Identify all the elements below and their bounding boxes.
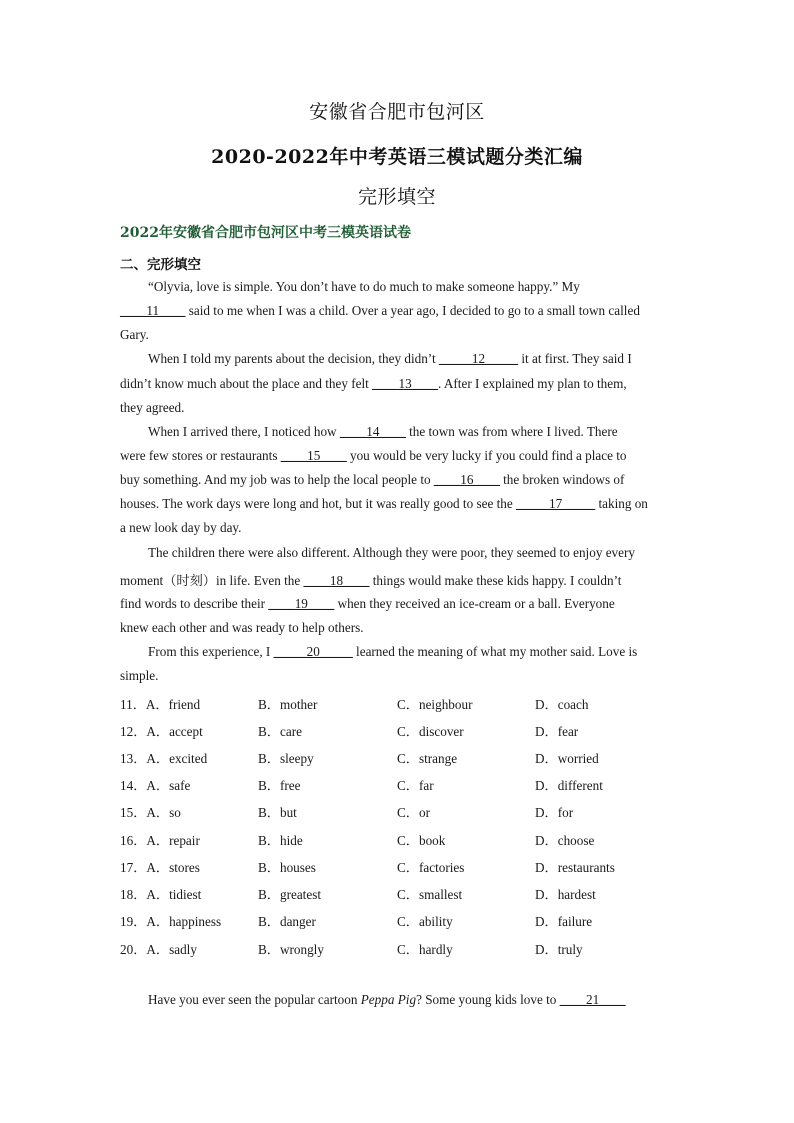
option-text: B．care: [258, 724, 302, 739]
option-text: D．worried: [535, 751, 599, 766]
option-text: C．ability: [397, 914, 453, 929]
option-c: [397, 911, 453, 930]
option-text: C．book: [397, 833, 446, 848]
option-text: A．excited: [146, 751, 208, 766]
blank: _____12_____: [438, 351, 519, 366]
option-a: [120, 775, 190, 794]
passage-line: The children there were also different. Although they were poor, they seemed to enjoy every: [148, 545, 635, 560]
blank: ____21____: [559, 992, 626, 1007]
passage-line: didn’t know much about the place and they felt ____13____. After I explained my plan to them,: [120, 376, 627, 391]
option-d: [535, 775, 603, 794]
blank: ____18____: [303, 573, 370, 588]
option-c: [397, 775, 434, 794]
option-d: [535, 721, 578, 740]
option-text: A．repair: [146, 833, 200, 848]
option-text: C．smallest: [397, 887, 463, 902]
option-text: D．restaurants: [535, 860, 615, 875]
option-b: [258, 775, 300, 794]
option-text: A．accept: [146, 724, 203, 739]
passage-line: were few stores or restaurants ____15____ you would be very lucky if you could find a place to: [120, 448, 627, 463]
option-text: C．strange: [397, 751, 458, 766]
next-passage-line: Have you ever seen the popular cartoon Peppa Pig? Some young kids love to ____21____: [148, 992, 626, 1007]
option-text: C．discover: [397, 724, 464, 739]
option-b: [258, 802, 297, 821]
option-a: [120, 857, 200, 876]
option-c: [397, 857, 464, 876]
option-text: A．sadly: [146, 942, 197, 957]
option-c: [397, 830, 445, 849]
part-title: 二、完形填空: [120, 257, 201, 273]
option-a: [120, 830, 200, 849]
option-c: [397, 694, 472, 713]
cartoon-title: Peppa Pig: [360, 992, 417, 1007]
option-text: A．so: [146, 805, 181, 820]
question-number: 16．: [120, 833, 147, 848]
blank: ____13____: [372, 376, 439, 391]
option-text: B．mother: [258, 697, 318, 712]
option-c: [397, 884, 462, 903]
question-number: 19．: [120, 914, 147, 929]
passage-line: find words to describe their ____19____ when they received an ice-cream or a ball. Everyone: [120, 596, 615, 611]
option-text: C．factories: [397, 860, 465, 875]
passage-line: ____11____ said to me when I was a child. Over a year ago, I decided to go to a small town called: [120, 303, 640, 318]
question-number: 13．: [120, 751, 147, 766]
option-a: [120, 748, 207, 767]
option-d: [535, 911, 592, 930]
passage-line: they agreed.: [120, 400, 185, 415]
question-number: 18．: [120, 887, 147, 902]
option-text: C．far: [397, 778, 434, 793]
question-number: 14．: [120, 778, 147, 793]
option-a: [120, 802, 181, 821]
option-text: D．truly: [535, 942, 583, 957]
passage-line: buy something. And my job was to help the local people to ____16____ the broken windows of: [120, 472, 625, 487]
passage-line: houses. The work days were long and hot, but it was really good to see the _____17_____ taking on: [120, 496, 648, 511]
option-d: [535, 857, 615, 876]
option-text: A．friend: [145, 697, 201, 712]
option-text: B．greatest: [258, 887, 321, 902]
passage-line: knew each other and was ready to help others.: [120, 620, 364, 635]
blank: _____20_____: [273, 644, 353, 659]
option-text: C．neighbour: [397, 697, 473, 712]
option-d: [535, 830, 594, 849]
passage-line: Gary.: [120, 327, 149, 342]
option-a: [120, 911, 221, 930]
option-text: B．sleepy: [258, 751, 314, 766]
option-text: D．for: [535, 805, 574, 820]
option-b: [258, 748, 314, 767]
option-c: [397, 748, 457, 767]
doc-title-main: 2020-2022年中考英语三模试题分类汇编: [211, 146, 583, 168]
option-text: B．hide: [258, 833, 303, 848]
passage-line: moment（时刻）in life. Even the ____18____ things would make these kids happy. I couldn’t: [120, 573, 622, 588]
blank: ____11____: [120, 303, 186, 318]
option-text: A．happiness: [146, 914, 222, 929]
option-b: [258, 939, 324, 958]
option-b: [258, 884, 321, 903]
option-d: [535, 748, 599, 767]
option-c: [397, 802, 430, 821]
question-number: 12．: [120, 724, 147, 739]
option-d: [535, 802, 573, 821]
option-text: D．hardest: [535, 887, 596, 902]
option-d: [535, 884, 596, 903]
option-b: [258, 911, 316, 930]
blank: ____19____: [268, 596, 335, 611]
option-text: D．coach: [535, 697, 589, 712]
option-text: C．or: [397, 805, 430, 820]
question-number: 11．: [120, 697, 146, 712]
option-a: [120, 939, 197, 958]
blank: _____17_____: [516, 496, 596, 511]
question-number: 15．: [120, 805, 147, 820]
question-number: 20．: [120, 942, 147, 957]
option-text: B．danger: [258, 914, 316, 929]
passage-line: simple.: [120, 668, 159, 683]
doc-title-topic: 完形填空: [357, 186, 436, 208]
question-number: 17．: [120, 860, 147, 875]
doc-title-region: 安徽省合肥市包河区: [309, 101, 485, 123]
option-a: [120, 721, 203, 740]
option-a: [120, 884, 201, 903]
option-text: B．houses: [258, 860, 316, 875]
option-c: [397, 721, 464, 740]
option-d: [535, 939, 583, 958]
option-c: [397, 939, 453, 958]
blank: ____16____: [433, 472, 500, 487]
option-text: D．choose: [535, 833, 595, 848]
option-text: D．different: [535, 778, 603, 793]
option-b: [258, 694, 317, 713]
option-a: [120, 694, 200, 713]
option-text: B．free: [258, 778, 301, 793]
option-text: D．failure: [535, 914, 593, 929]
option-text: A．safe: [146, 778, 191, 793]
option-b: [258, 721, 302, 740]
option-text: C．hardly: [397, 942, 453, 957]
blank: ____14____: [339, 424, 406, 439]
option-text: A．stores: [146, 860, 200, 875]
option-d: [535, 694, 588, 713]
passage-line: a new look day by day.: [120, 520, 242, 535]
option-b: [258, 830, 303, 849]
passage-line: “Olyvia, love is simple. You don’t have to do much to make someone happy.” My: [148, 279, 580, 294]
option-text: D．fear: [535, 724, 579, 739]
passage-line: When I told my parents about the decision, they didn’t _____12_____ it at first. They said I: [148, 351, 632, 366]
option-text: A．tidiest: [146, 887, 202, 902]
passage-line: When I arrived there, I noticed how ____14____ the town was from where I lived. There: [148, 424, 618, 439]
option-b: [258, 857, 316, 876]
option-text: B．wrongly: [258, 942, 324, 957]
passage-line: From this experience, I _____20_____ learned the meaning of what my mother said. Love is: [148, 644, 638, 659]
option-text: B．but: [258, 805, 297, 820]
section-title: 2022年安徽省合肥市包河区中考三模英语试卷: [120, 225, 411, 241]
blank: ____15____: [280, 448, 347, 463]
